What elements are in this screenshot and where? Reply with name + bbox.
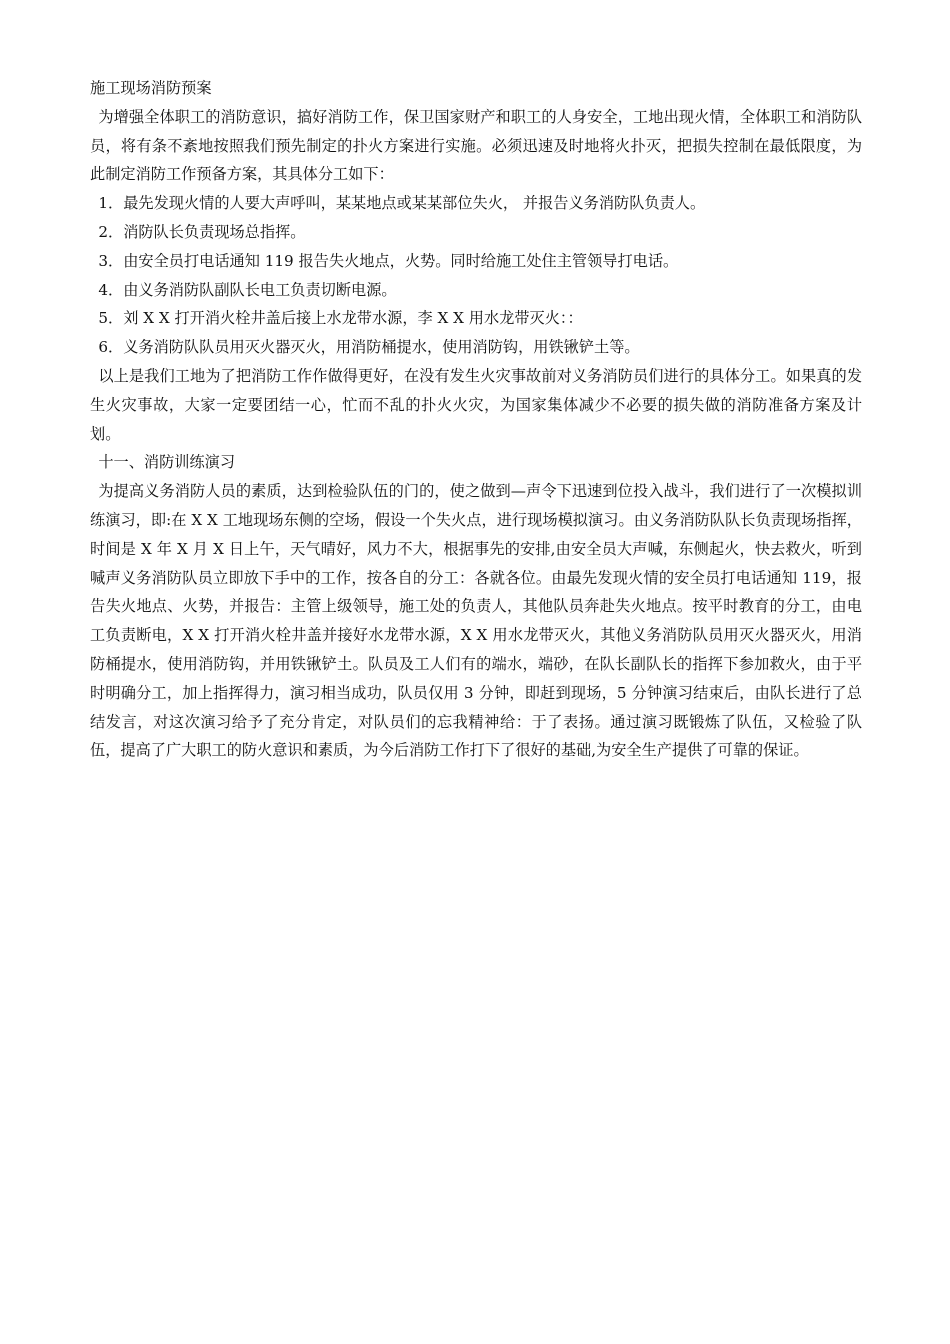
section-heading: 十一、消防训练演习 xyxy=(98,453,236,472)
intro-paragraph: 为增强全体职工的消防意识，搞好消防工作，保卫国家财产和职工的人身安全，工地出现火情，全体职工和消防队员，将有条不紊地按照我们预先制定的扑火方案进行实施。必须迅速及时地将火扑灭，把损失控制在最低限度，为此制定消防工作预备方案，其具体分工如下： xyxy=(90,107,862,184)
summary-paragraph: 以上是我们工地为了把消防工作作做得更好，在没有发生火灾事故前对义务消防员们进行的具体分工。如果真的发生火灾事故，大家一定要团结一心，忙而不乱的扑火火灾，为国家集体减少不必要的损失做的消防准备方案及计划。 xyxy=(90,366,862,443)
section-body-paragraph: 为提高义务消防人员的素质，达到检验队伍的门的，使之做到—声令下迅速到位投入战斗，我们进行了一次模拟训练演习，即:在 X X 工地现场东侧的空场，假设一个失火点，进行现场模拟演习。由义务消防队队长负责现场指挥，时间是 X 年 X 月 X 日上午，天气晴好，风力不大，根据事先的安排,由安全员大声喊，东侧起火，快去救火，听到喊声义务消防队员立即放下手中的工作，按各自的分工：各就各位。由最先发现火情的安全员打电话通知 119，报告失火地点、火势，并报告：主管上级领导，施工处的负责人，其他队员奔赴失火地点。按平时教育的分工，由电工负责断电，X X 打开消火栓井盖并接好水龙带水源，X X 用水龙带灭火，其他义务消防队员用灭火器灭火，用消防桶提水，使用消防钩，并用铁锹铲土。队员及工人们有的端水，端砂，在队长副队长的指挥下参加救火，由于平时明确分工，加上指挥得力，演习相当成功，队员仅用 3 分钟，即赶到现场，5 分钟演习结束后，由队长进行了总结发言，对这次演习给予了充分肯定，对队员们的忘我精神给：于了表扬。通过演习既锻炼了队伍，又检验了队伍，提高了广大职工的防火意识和素质，为今后消防工作打下了很好的基础,为安全生产提供了可靠的保证。 xyxy=(90,482,862,760)
list-item-3: 3．由安全员打电话通知 119 报告失火地点，火势。同时给施工处住主管领导打电话。 xyxy=(98,251,679,270)
document-title: 施工现场消防预案 xyxy=(90,79,212,97)
list-item-5: 5．刘 X X 打开消火栓井盖后接上水龙带水源，李 X X 用水龙带灭火：： xyxy=(98,309,583,328)
list-item-6: 6．义务消防队队员用灭火器灭火，用消防桶提水，使用消防钩，用铁锹铲土等。 xyxy=(98,338,640,357)
list-item-4: 4．由义务消防队副队长电工负责切断电源。 xyxy=(98,280,397,299)
list-item-1: 1．最先发现火情的人要大声呼叫，某某地点或某某部位失火， 并报告义务消防队负责人。 xyxy=(98,194,706,213)
list-item-2: 2．消防队长负责现场总指挥。 xyxy=(98,222,306,241)
document-page xyxy=(90,74,862,765)
